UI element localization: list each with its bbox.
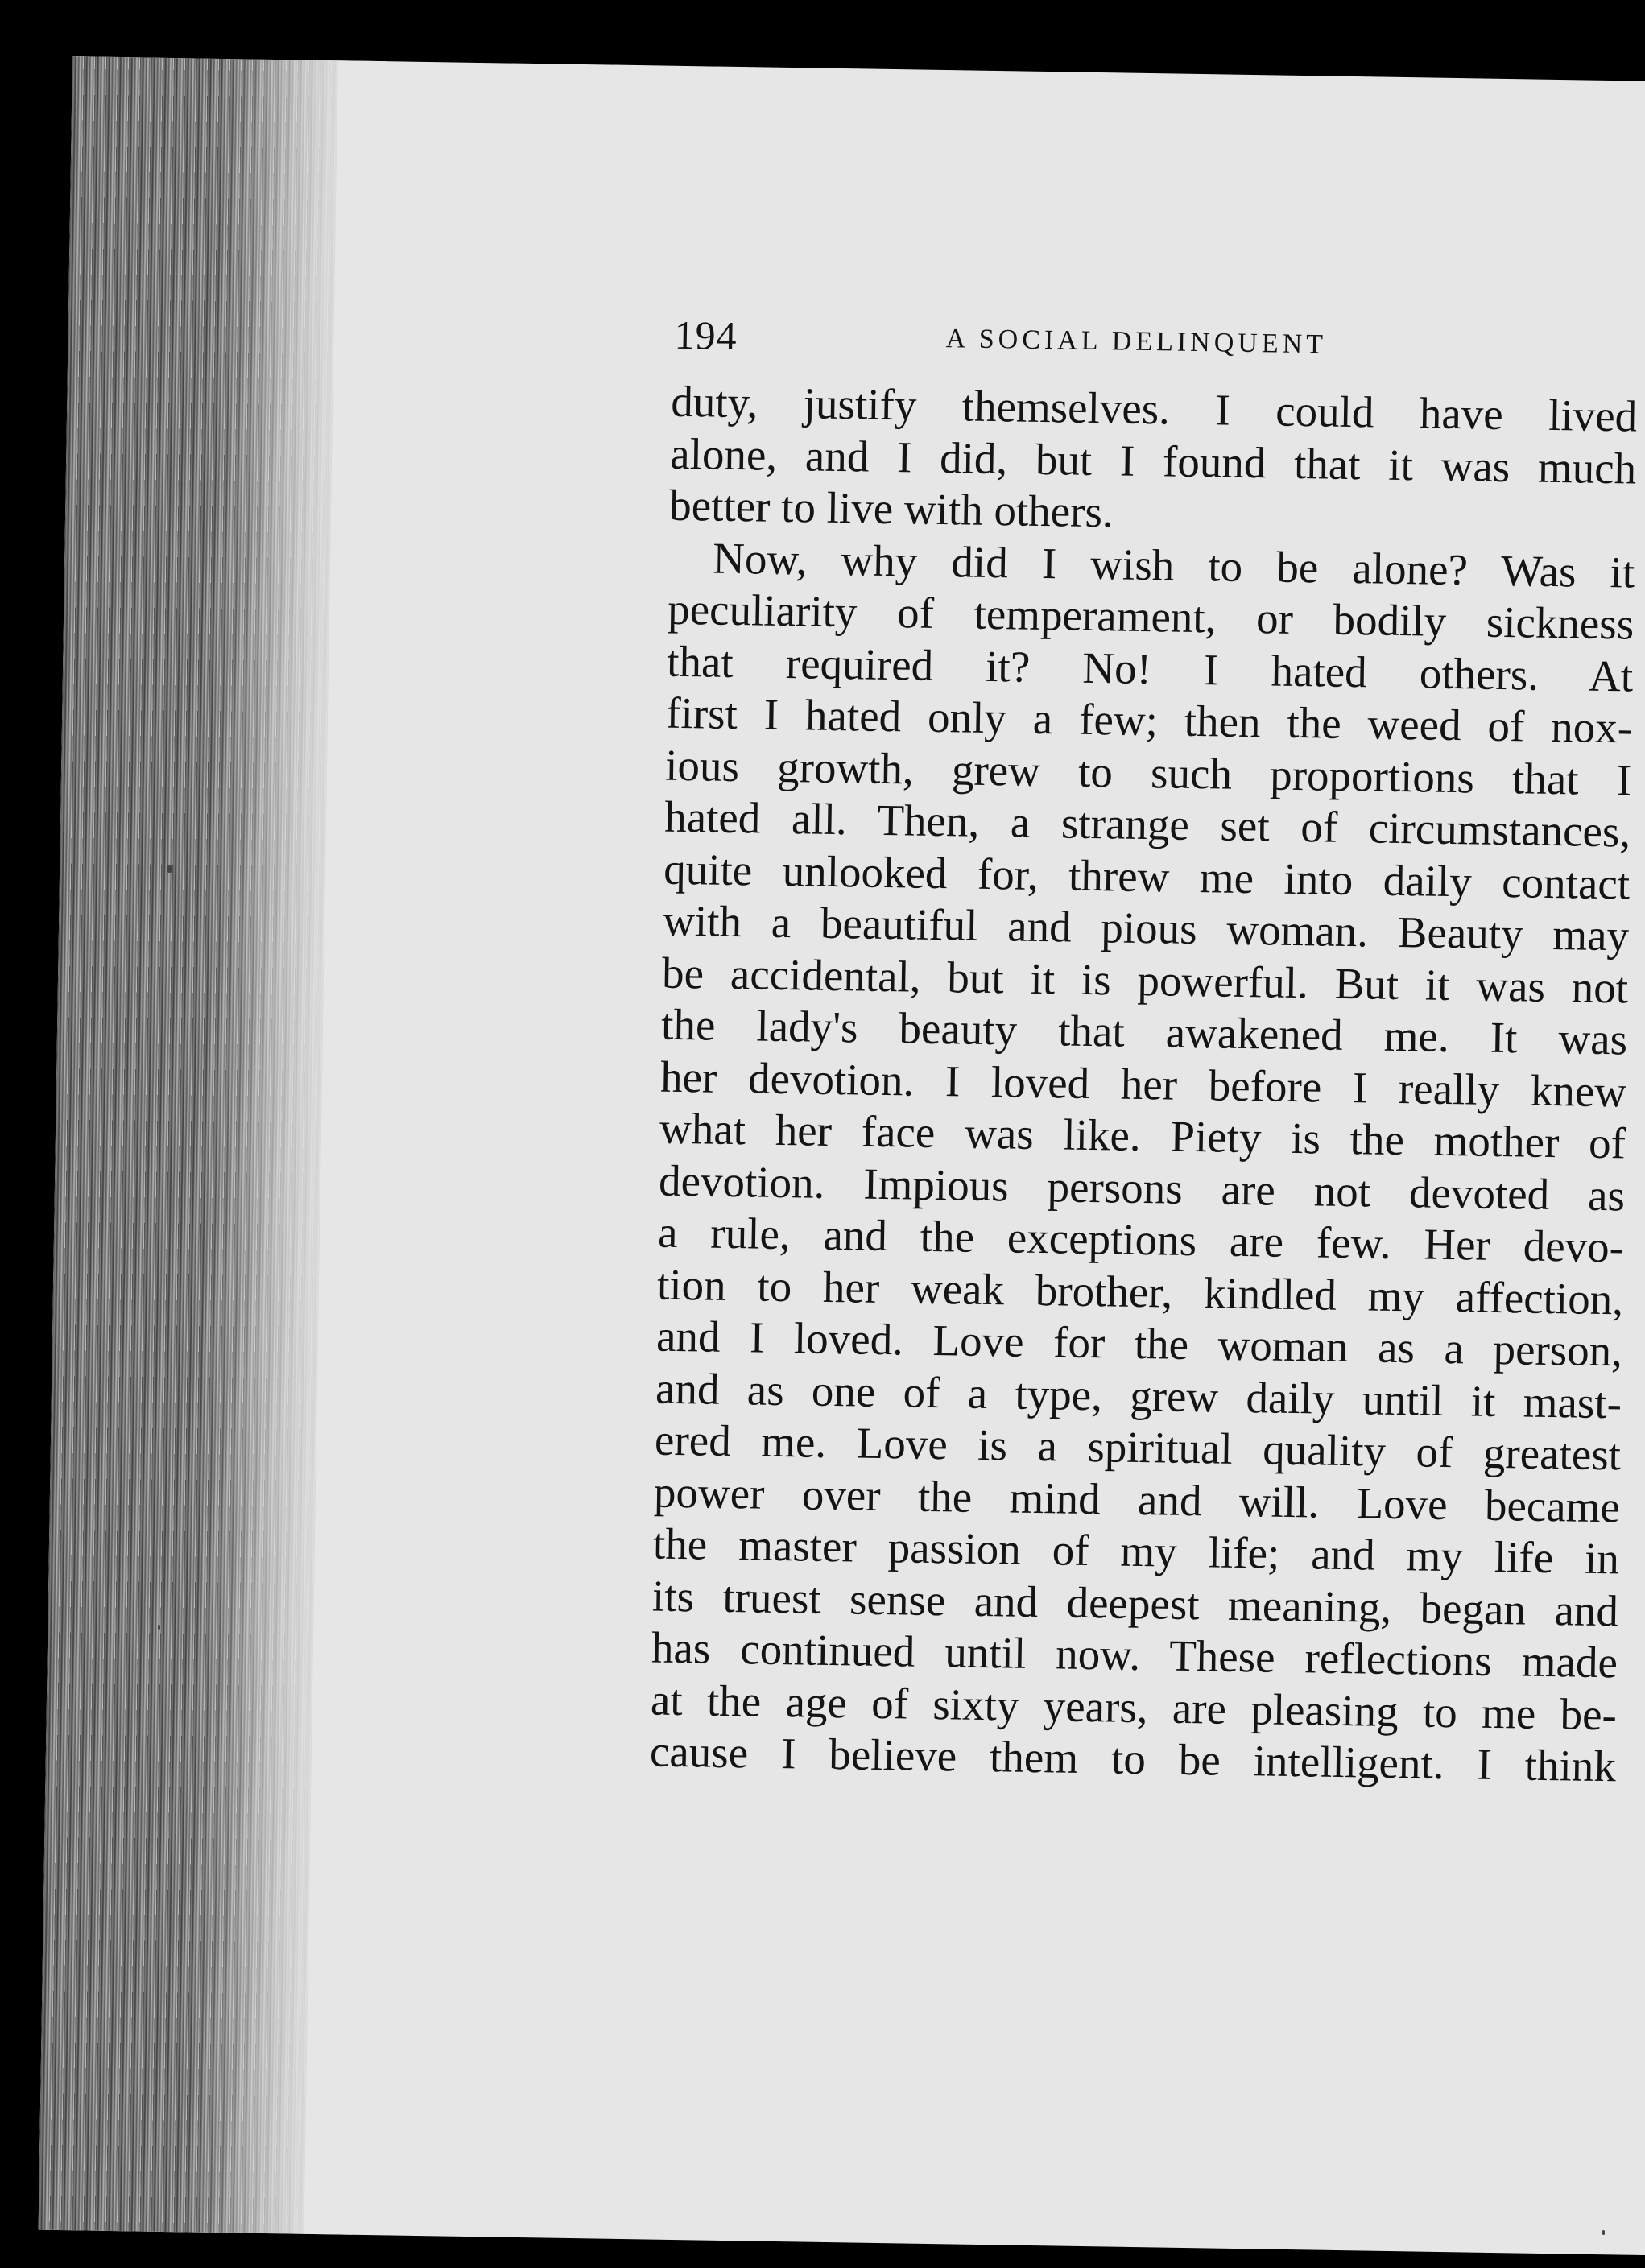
text-line: with a beautiful and pious woman. Beauty may [662,895,1630,960]
text-line: a rule, and the exceptions are few. Her devo- [657,1207,1625,1272]
ink-speck [167,865,172,873]
text-line: her devotion. I loved her before I really knew [659,1051,1627,1116]
text-line: and I loved. Love for the woman as a person, [655,1311,1623,1376]
text-line: has continued until now. These reflections made [651,1622,1618,1688]
text-line: first I hated only a few; then the weed of nox- [665,688,1633,753]
ink-speck [158,1625,160,1630]
text-line: alone, and I did, but I found that it was much [669,428,1637,494]
text-line: cause I believe them to be intelligent. I think [649,1726,1617,1791]
text-line: at the age of sixty years, are pleasing to me be- [650,1675,1618,1739]
text-line: and as one of a type, grew daily until it mast- [655,1363,1622,1427]
running-head [591,310,1639,382]
text-line: what her face was like. Piety is the mother of [659,1103,1626,1168]
text-line: devotion. Impious persons are not devoted as [658,1155,1626,1220]
text-line: Now, why did I wish to be alone? Was it [712,533,1635,597]
text-line: peculiarity of temperament, or bodily sickness [667,584,1635,649]
text-line: be accidental, but it is powerful. But it was not [661,948,1629,1012]
text-line: ered me. Love is a spiritual quality of greatest [654,1415,1622,1480]
text-line: the lady's beauty that awakened me. It was [660,999,1628,1064]
book-page [39,56,1645,2255]
text-line: that required it? No! I hated others. At [666,636,1634,701]
text-line: ious growth, grew to such proportions that I [664,740,1632,805]
text-line: quite unlooked for, threw me into daily contact [663,844,1631,909]
text-line: the master passion of my life; and my life in [652,1518,1620,1584]
ink-speck [1602,2230,1605,2235]
text-block [569,310,1639,1793]
text-line: its truest sense and deepest meaning, began and [651,1571,1619,1635]
running-head-title: A SOCIAL DELINQUENT [945,324,1328,360]
text-line: duty, justify themselves. I could have lived [670,376,1638,441]
text-line: better to live with others. [668,480,1114,537]
text-line: tion to her weak brother, kindled my affection, [656,1259,1624,1324]
page-number: 194 [674,312,738,359]
text-line: power over the mind and will. Love became [653,1467,1621,1531]
text-line: hated all. Then, a strange set of circumstances, [663,791,1631,857]
